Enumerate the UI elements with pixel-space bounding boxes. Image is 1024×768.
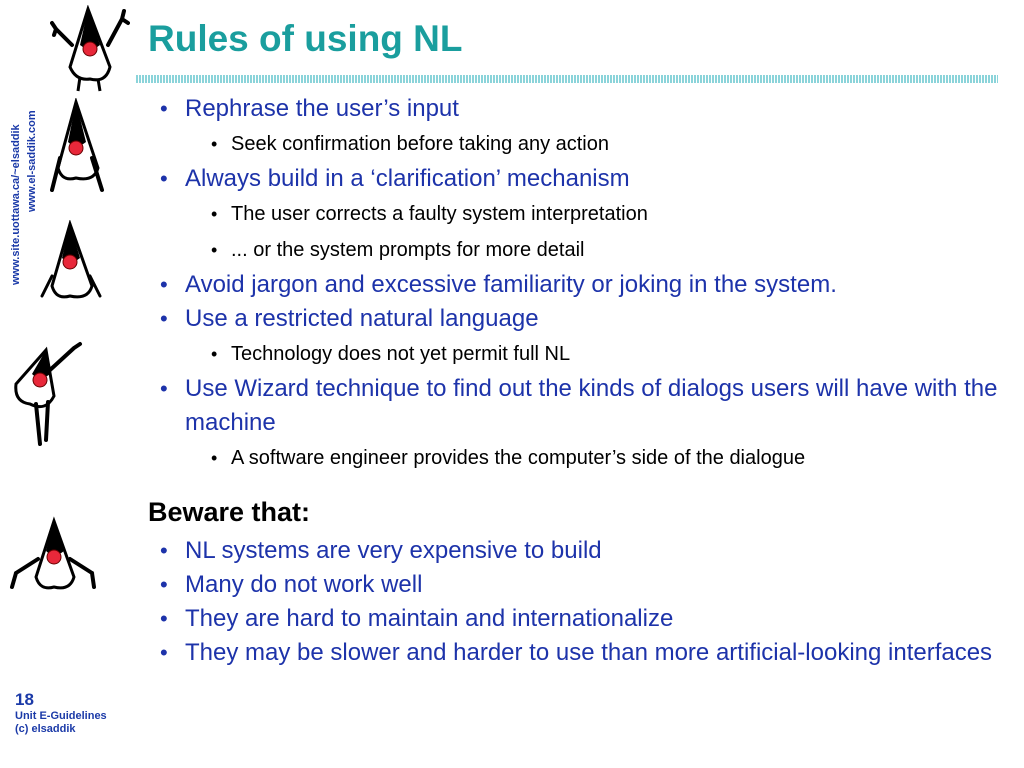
list-item: • Use a restricted natural language	[148, 302, 998, 336]
list-item: • Many do not work well	[148, 568, 998, 602]
sub-list-item: • Seek confirmation before taking any action	[148, 126, 998, 162]
duke-mascot-icon	[50, 5, 130, 95]
footer-copyright: (c) elsaddik	[15, 723, 76, 735]
footer-unit: Unit E-Guidelines	[15, 710, 107, 722]
beware-list	[148, 534, 998, 670]
side-link-home[interactable]: www.el-saddik.com	[26, 110, 38, 212]
list-item: • Always build in a ‘clarification’ mechanism	[148, 162, 998, 196]
duke-mascot-icon	[6, 340, 86, 450]
duke-mascot-icon	[40, 220, 102, 308]
page-number: 18	[15, 690, 34, 709]
sub-list-item: • ... or the system prompts for more detail	[148, 232, 998, 268]
duke-mascot-icon	[48, 98, 108, 194]
list-item: • They are hard to maintain and internationalize	[148, 602, 998, 636]
list-item: • They may be slower and harder to use than more artificial-looking interfaces	[148, 636, 998, 670]
rules-list	[148, 92, 998, 476]
sub-list-item: • A software engineer provides the computer’s side of the dialogue	[148, 440, 998, 476]
sub-list-item: • The user corrects a faulty system interpretation	[148, 196, 998, 232]
title-divider	[136, 75, 998, 83]
beware-heading: Beware that:	[148, 497, 311, 527]
slide-title: Rules of using NL	[148, 18, 463, 59]
sub-list-item: • Technology does not yet permit full NL	[148, 336, 998, 372]
side-link-site[interactable]: www.site.uottawa.ca/~elsaddik	[10, 124, 22, 285]
slide-body	[148, 92, 998, 712]
list-item: • NL systems are very expensive to build	[148, 534, 998, 568]
list-item: • Rephrase the user’s input	[148, 92, 998, 126]
list-item: • Avoid jargon and excessive familiarity or joking in the system.	[148, 268, 998, 302]
duke-mascot-icon	[8, 515, 98, 605]
list-item: • Use Wizard technique to find out the kinds of dialogs users will have with the machine	[148, 372, 998, 440]
slide-footer	[15, 690, 135, 736]
